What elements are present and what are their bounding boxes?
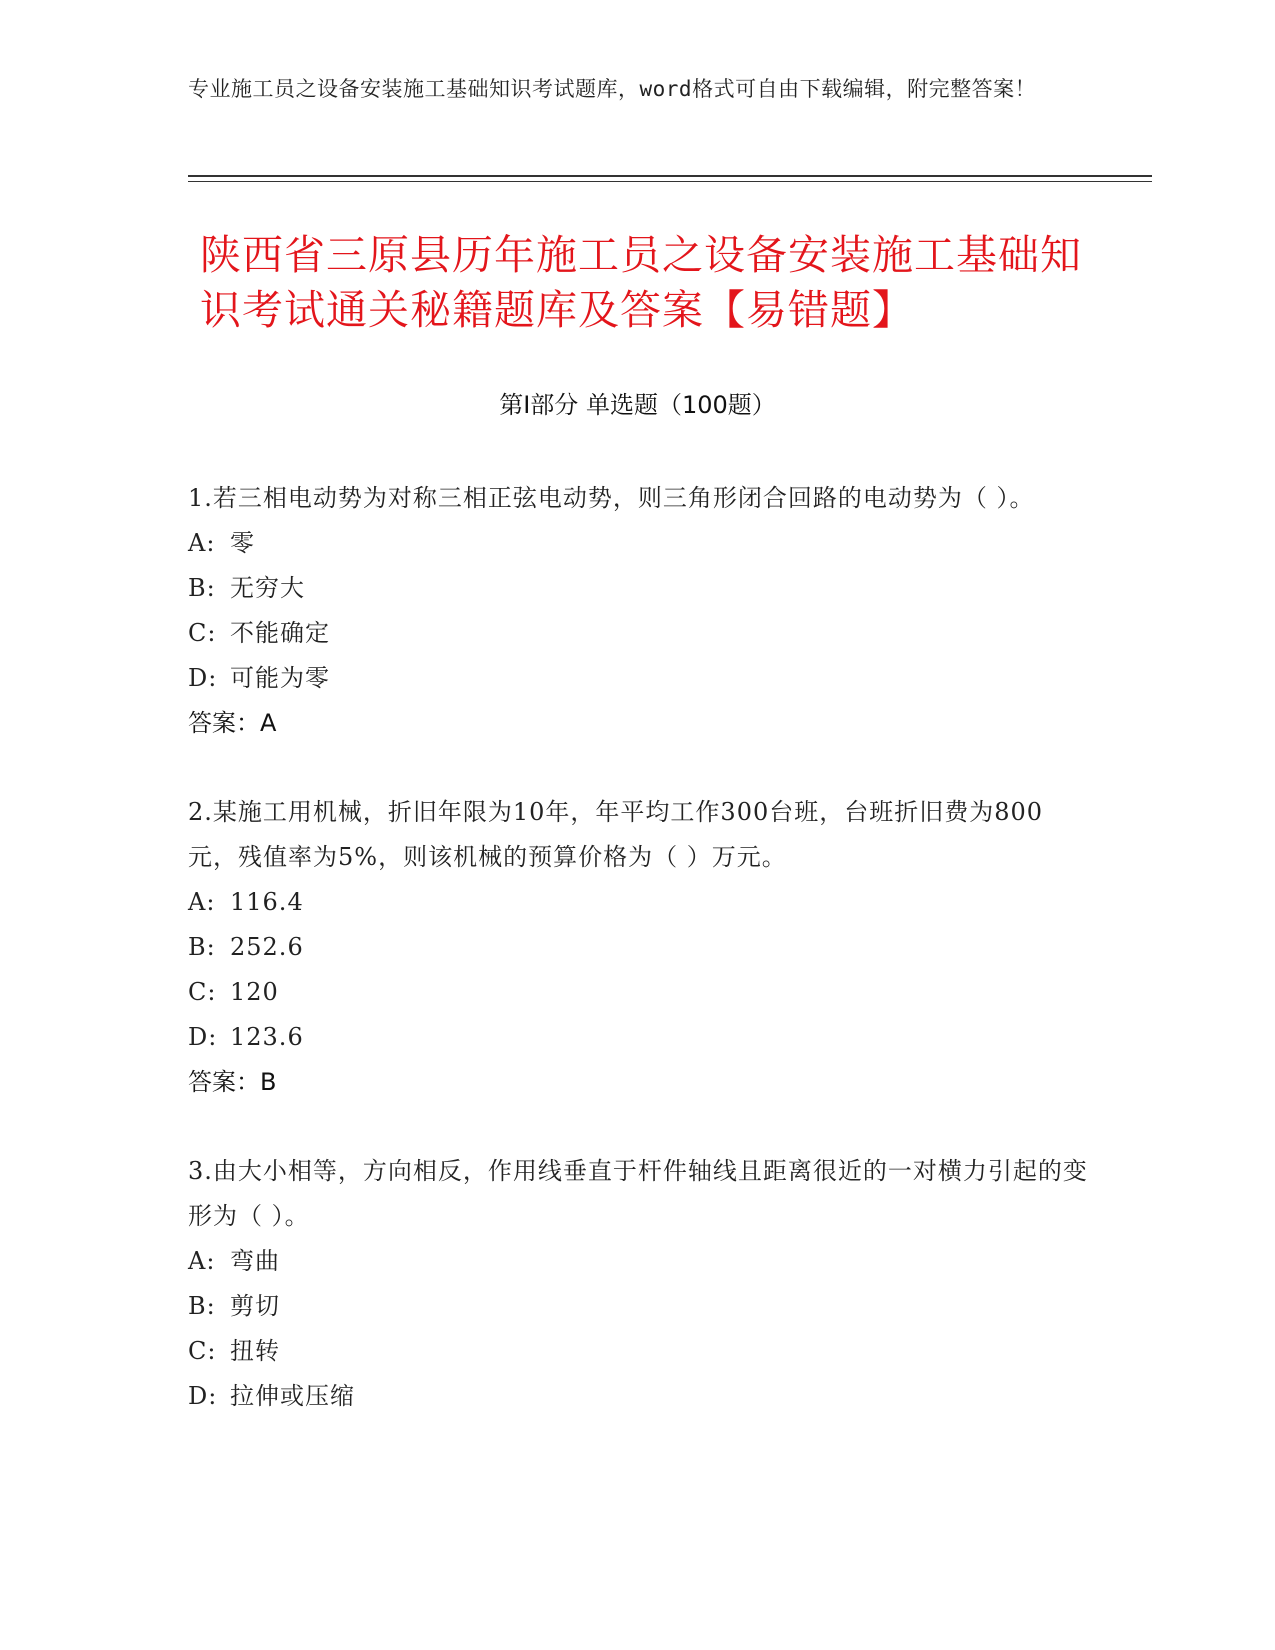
option-letter: B: [188, 933, 216, 961]
option-text: 252.6 [230, 933, 304, 961]
option-text: 116.4 [230, 888, 304, 916]
option-b [188, 1284, 1088, 1329]
answer-line [188, 1060, 1088, 1105]
option-text: 120 [230, 978, 279, 1006]
option-text: 不能确定 [230, 619, 330, 647]
question-text: 1.若三相电动势为对称三相正弦电动势，则三角形闭合回路的电动势为（ ）。 [188, 484, 1035, 512]
option-text: 剪切 [230, 1292, 280, 1320]
document-title: 陕西省三原县历年施工员之设备安装施工基础知识考试通关秘籍题库及答案【易错题】 [200, 231, 1082, 334]
option-c [188, 1329, 1088, 1374]
option-letter: D: [188, 664, 218, 692]
option-letter: B: [188, 1292, 216, 1320]
option-text: 无穷大 [230, 574, 305, 602]
option-a [188, 521, 1088, 566]
option-text: 扭转 [230, 1337, 280, 1365]
option-b [188, 925, 1088, 970]
answer-label: 答案： [188, 1068, 260, 1096]
option-b [188, 566, 1088, 611]
question-text: 2.某施工用机械，折旧年限为10年，年平均工作300台班，台班折旧费为800元，残值率为5%，则该机械的预算价格为（ ）万元。 [188, 798, 1044, 871]
option-letter: C: [188, 978, 217, 1006]
option-letter: D: [188, 1382, 218, 1410]
option-a [188, 880, 1088, 925]
header-note: 专业施工员之设备安装施工基础知识考试题库，word格式可自由下载编辑，附完整答案！ [188, 77, 1037, 101]
option-letter: A: [188, 888, 216, 916]
option-d [188, 1015, 1088, 1060]
answer-value: B [260, 1068, 277, 1096]
question-list [188, 476, 1088, 1463]
question-2 [188, 790, 1088, 1105]
option-text: 弯曲 [230, 1247, 280, 1275]
option-letter: C: [188, 619, 217, 647]
option-c [188, 970, 1088, 1015]
header-divider-thin [188, 181, 1152, 182]
option-d [188, 656, 1088, 701]
option-letter: A: [188, 529, 216, 557]
option-letter: A: [188, 1247, 216, 1275]
section-title: 第Ⅰ部分 单选题（100题） [499, 391, 776, 419]
option-text: 123.6 [230, 1023, 304, 1051]
option-c [188, 611, 1088, 656]
question-3 [188, 1149, 1088, 1419]
question-text: 3.由大小相等，方向相反，作用线垂直于杆件轴线且距离很近的一对横力引起的变形为（ ）。 [188, 1157, 1088, 1230]
answer-label: 答案： [188, 709, 260, 737]
option-text: 可能为零 [230, 664, 330, 692]
option-letter: B: [188, 574, 216, 602]
option-a [188, 1239, 1088, 1284]
option-letter: C: [188, 1337, 217, 1365]
option-d [188, 1374, 1088, 1419]
answer-line [188, 701, 1088, 746]
answer-value: A [260, 709, 277, 737]
question-1 [188, 476, 1088, 746]
option-text: 零 [230, 529, 255, 557]
option-text: 拉伸或压缩 [230, 1382, 355, 1410]
option-letter: D: [188, 1023, 218, 1051]
header-divider-thick [188, 175, 1152, 177]
